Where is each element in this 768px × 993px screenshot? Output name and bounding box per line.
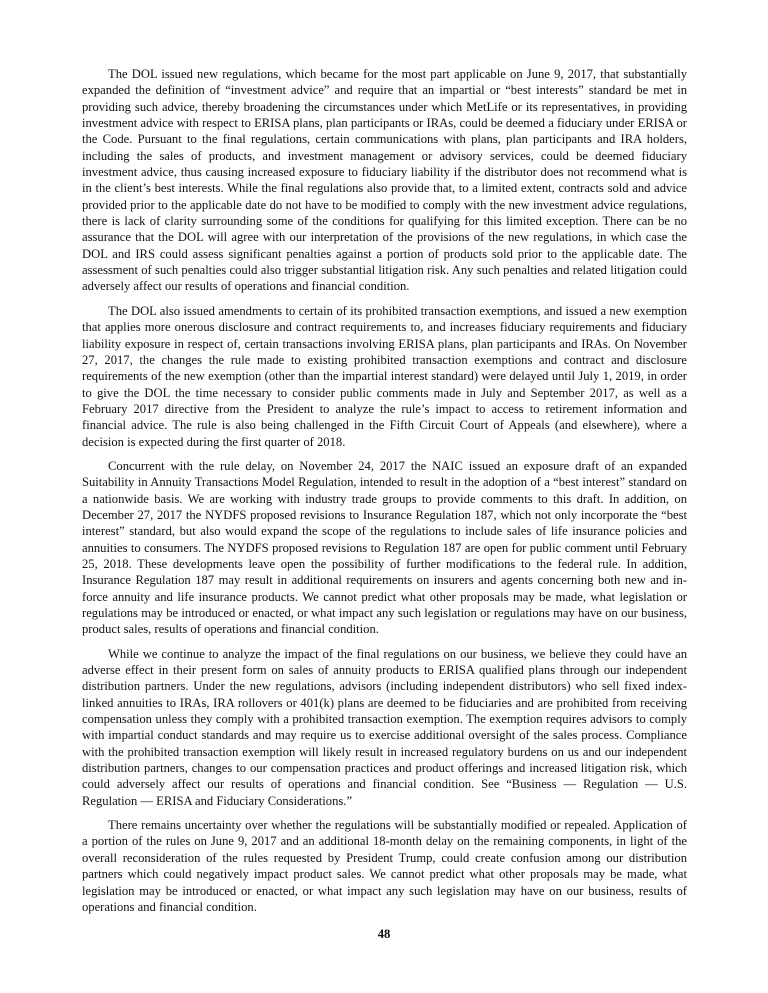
paragraph: The DOL also issued amendments to certain of its prohibited transaction exemptions, and issued a new exemption that applies more onerous disclosure and contract requirements to, and increases fiduciary requirements and fiduciary liability exposure in respect of, certain transactions involving ERISA plans, plan participants and IRAs. On November 27, 2017, the changes the rule made to existing prohibited transaction exemptions and contract and disclosure requirements of the new exemption (other than the impartial interest standard) were delayed until July 1, 2019, in order to give the DOL the time necessary to consider public comments made in July and September 2017, as well as a February 2017 directive from the President to analyze the rule’s impact to access to retirement information and financial advice. The rule is also being challenged in the Fifth Circuit Court of Appeals (and elsewhere), where a decision is expected during the first quarter of 2018. <box>82 303 687 449</box>
page-number: 48 <box>377 927 391 941</box>
paragraph: While we continue to analyze the impact of the final regulations on our business, we believe they could have an adverse effect in their present form on sales of annuity products to ERISA qualified plans through our independent distribution partners. Under the new regulations, advisors (including independent distributors) who sell fixed index-linked annuities to IRAs, IRA rollovers or 401(k) plans are deemed to be fiduciaries and are prohibited from receiving compensation unless they comply with a prohibited transaction exemption. The exemption requires advisors to comply with impartial conduct standards and may require us to exercise additional oversight of the sales process. Compliance with the prohibited transaction exemption will likely result in increased regulatory burdens on us and our independent distribution partners, changes to our compensation practices and product offerings and increased litigation risk, which could adversely affect our results of operations and financial condition. See “Business — Regulation — U.S. Regulation — ERISA and Fiduciary Considerations.” <box>82 646 687 808</box>
paragraph: Concurrent with the rule delay, on November 24, 2017 the NAIC issued an exposure draft of an expanded Suitability in Annuity Transactions Model Regulation, intended to result in the adoption of a “best interest” standard on a nationwide basis. We are working with industry trade groups to provide comments to this draft. In addition, on December 27, 2017 the NYDFS proposed revisions to Insurance Regulation 187, which not only incorporate the “best interest” standard, but also would expand the scope of the regulations to include sales of life insurance policies and annuities to consumers. The NYDFS proposed revisions to Regulation 187 are open for public comment until February 25, 2018. These developments leave open the possibility of further modifications to the federal rule. In addition, Insurance Regulation 187 may result in additional requirements on insurers and agents concerning both new and in-force annuity and life insurance products. We cannot predict what other proposals may be made, what legislation or regulations may be introduced or enacted, or what impact any such legislation or regulations may have on our business, product sales, results of operations and financial condition. <box>82 458 687 637</box>
document-body <box>82 66 687 923</box>
paragraph: There remains uncertainty over whether the regulations will be substantially modified or repealed. Application of a portion of the rules on June 9, 2017 and an additional 18-month delay on the remaining components, in light of the overall reconsideration of the rules requested by President Trump, could create confusion among our distribution partners which could negatively impact product sales. We cannot predict what other proposals may be made, what legislation may be introduced or enacted, or what impact any such legislation may have on our business, results of operations and financial condition. <box>82 818 687 914</box>
paragraph: The DOL issued new regulations, which became for the most part applicable on June 9, 2017, that substantially expanded the definition of “investment advice” and require that an impartial or “best interests” standard be met in providing such advice, thereby broadening the circumstances under which MetLife or its representatives, in providing investment advice with respect to ERISA plans, plan participants or IRAs, could be deemed a fiduciary under ERISA or the Code. Pursuant to the final regulations, certain communications with plans, plan participants and IRA holders, including the sales of products, and investment management or advisory services, could be deemed fiduciary investment advice, thus causing increased exposure to fiduciary liability if the distributor does not recommend what is in the client’s best interests. While the final regulations also provide that, to a limited extent, contracts sold and advice provided prior to the applicable date do not have to be modified to comply with the new investment advice regulations, there is lack of clarity surrounding some of the conditions for qualifying for this limited exception. There can be no assurance that the DOL will agree with our interpretation of the provisions of the new regulations, in which case the DOL and IRS could assess significant penalties against a portion of products sold prior to the applicable date. The assessment of such penalties could also trigger substantial litigation risk. Any such penalties and related litigation could adversely affect our results of operations and financial condition. <box>82 67 687 294</box>
